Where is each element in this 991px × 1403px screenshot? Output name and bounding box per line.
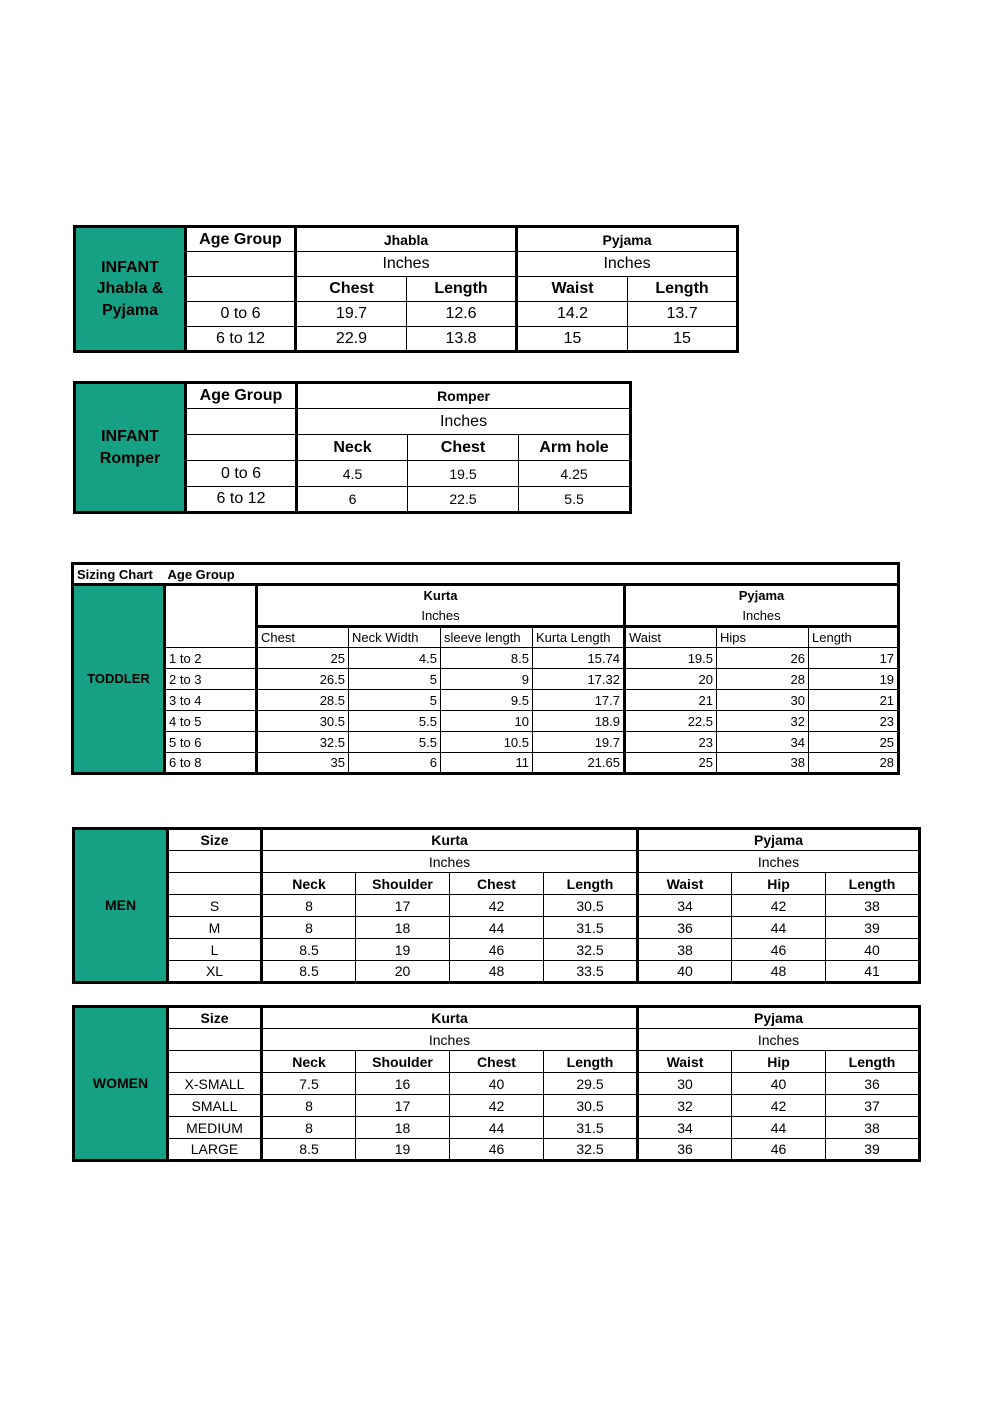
value-cell: 6	[349, 753, 441, 774]
column-header: Kurta Length	[533, 627, 625, 648]
value-cell: 6	[297, 487, 408, 513]
value-cell: 32.5	[257, 732, 349, 753]
value-cell: 32.5	[544, 1139, 638, 1161]
age-cell: 0 to 6	[186, 461, 297, 487]
age-cell: 1 to 2	[165, 648, 257, 669]
column-header: Chest	[408, 435, 519, 461]
value-cell: 30	[717, 690, 809, 711]
unit-label: Inches	[262, 1029, 638, 1051]
value-cell: 11	[441, 753, 533, 774]
column-header: Hip	[732, 873, 826, 895]
value-cell: 15	[517, 327, 628, 352]
value-cell: 36	[638, 1139, 732, 1161]
value-cell: 36	[826, 1073, 920, 1095]
unit-label: Inches	[257, 606, 625, 627]
table-row	[73, 669, 899, 690]
value-cell: 7.5	[262, 1073, 356, 1095]
value-cell: 46	[450, 1139, 544, 1161]
label-line: INFANT	[101, 427, 159, 445]
size-cell: LARGE	[168, 1139, 262, 1161]
value-cell: 10	[441, 711, 533, 732]
value-cell: 19.5	[625, 648, 717, 669]
column-header: Length	[826, 873, 920, 895]
column-header: Arm hole	[519, 435, 631, 461]
value-cell: 34	[717, 732, 809, 753]
group-header-kurta: Kurta	[257, 585, 625, 606]
value-cell: 30.5	[544, 1095, 638, 1117]
value-cell: 23	[625, 732, 717, 753]
group-header-romper: Romper	[297, 383, 631, 409]
value-cell: 13.7	[628, 302, 738, 327]
age-group-header: Age Group	[186, 383, 297, 409]
empty-cell	[168, 1051, 262, 1073]
value-cell: 19.7	[296, 302, 407, 327]
label-line: Jhabla &	[96, 280, 164, 298]
group-header-kurta: Kurta	[262, 829, 638, 851]
column-header: Length	[544, 873, 638, 895]
group-header-kurta: Kurta	[262, 1007, 638, 1029]
value-cell: 8	[262, 895, 356, 917]
value-cell: 39	[826, 1139, 920, 1161]
value-cell: 19	[356, 939, 450, 961]
toddler-table	[71, 562, 900, 775]
infant-romper-table	[73, 381, 632, 514]
value-cell: 5.5	[519, 487, 631, 513]
value-cell: 21	[625, 690, 717, 711]
value-cell: 42	[732, 1095, 826, 1117]
value-cell: 17	[809, 648, 899, 669]
value-cell: 5	[349, 669, 441, 690]
table-row	[74, 961, 920, 983]
column-header: Shoulder	[356, 1051, 450, 1073]
column-header: Chest	[257, 627, 349, 648]
size-cell: XL	[168, 961, 262, 983]
value-cell: 14.2	[517, 302, 628, 327]
value-cell: 25	[257, 648, 349, 669]
value-cell: 10.5	[441, 732, 533, 753]
table-row	[74, 895, 920, 917]
value-cell: 40	[732, 1073, 826, 1095]
value-cell: 26	[717, 648, 809, 669]
value-cell: 32.5	[544, 939, 638, 961]
women-label: WOMEN	[74, 1007, 168, 1161]
value-cell: 8.5	[262, 1139, 356, 1161]
empty-cell	[168, 1029, 262, 1051]
value-cell: 21	[809, 690, 899, 711]
age-cell: 0 to 6	[186, 302, 296, 327]
value-cell: 29.5	[544, 1073, 638, 1095]
empty-cell	[165, 585, 257, 648]
value-cell: 41	[826, 961, 920, 983]
value-cell: 33.5	[544, 961, 638, 983]
value-cell: 42	[450, 1095, 544, 1117]
empty-cell	[168, 873, 262, 895]
value-cell: 40	[450, 1073, 544, 1095]
value-cell: 8	[262, 1095, 356, 1117]
value-cell: 19.5	[408, 461, 519, 487]
group-header-jhabla: Jhabla	[296, 227, 517, 252]
value-cell: 23	[809, 711, 899, 732]
table-row	[74, 939, 920, 961]
value-cell: 26.5	[257, 669, 349, 690]
infant-jhabla-pyjama-table	[73, 225, 739, 353]
value-cell: 36	[638, 917, 732, 939]
value-cell: 8.5	[262, 939, 356, 961]
size-header: Size	[168, 829, 262, 851]
label-line: Romper	[99, 449, 161, 467]
age-group-header: Age Group	[186, 227, 296, 252]
value-cell: 48	[732, 961, 826, 983]
value-cell: 8.5	[262, 961, 356, 983]
age-cell: 3 to 4	[165, 690, 257, 711]
value-cell: 17	[356, 895, 450, 917]
value-cell: 34	[638, 1117, 732, 1139]
sizing-chart-title: Sizing Chart	[73, 564, 165, 585]
value-cell: 38	[638, 939, 732, 961]
table-row	[73, 648, 899, 669]
column-header: Shoulder	[356, 873, 450, 895]
value-cell: 5.5	[349, 732, 441, 753]
value-cell: 37	[826, 1095, 920, 1117]
value-cell: 5.5	[349, 711, 441, 732]
label-line: Pyjama	[101, 301, 159, 319]
value-cell: 19.7	[533, 732, 625, 753]
table-row	[74, 1095, 920, 1117]
value-cell: 38	[717, 753, 809, 774]
value-cell: 17.7	[533, 690, 625, 711]
value-cell: 9.5	[441, 690, 533, 711]
column-header: Waist	[517, 277, 628, 302]
column-header: Neck Width	[349, 627, 441, 648]
empty-cell	[186, 277, 296, 302]
empty-cell	[186, 435, 297, 461]
value-cell: 18.9	[533, 711, 625, 732]
column-header: Chest	[450, 1051, 544, 1073]
size-cell: L	[168, 939, 262, 961]
value-cell: 17.32	[533, 669, 625, 690]
column-header: Chest	[296, 277, 407, 302]
column-header: Waist	[638, 873, 732, 895]
value-cell: 46	[450, 939, 544, 961]
size-cell: X-SMALL	[168, 1073, 262, 1095]
size-cell: MEDIUM	[168, 1117, 262, 1139]
age-cell: 6 to 12	[186, 327, 296, 352]
value-cell: 4.5	[349, 648, 441, 669]
column-header: Neck	[262, 1051, 356, 1073]
unit-label: Inches	[625, 606, 899, 627]
value-cell: 30.5	[544, 895, 638, 917]
value-cell: 30	[638, 1073, 732, 1095]
value-cell: 44	[732, 1117, 826, 1139]
unit-label: Inches	[517, 252, 738, 277]
value-cell: 32	[638, 1095, 732, 1117]
value-cell: 4.5	[297, 461, 408, 487]
column-header: Neck	[262, 873, 356, 895]
unit-label: Inches	[262, 851, 638, 873]
age-cell: 5 to 6	[165, 732, 257, 753]
value-cell: 44	[450, 917, 544, 939]
value-cell: 25	[625, 753, 717, 774]
value-cell: 20	[356, 961, 450, 983]
value-cell: 19	[356, 1139, 450, 1161]
column-header: Length	[809, 627, 899, 648]
label-line: INFANT	[101, 258, 159, 276]
value-cell: 21.65	[533, 753, 625, 774]
value-cell: 40	[826, 939, 920, 961]
group-header-pyjama: Pyjama	[625, 585, 899, 606]
unit-label: Inches	[297, 409, 631, 435]
value-cell: 15.74	[533, 648, 625, 669]
column-header: Length	[826, 1051, 920, 1073]
group-header-pyjama: Pyjama	[638, 1007, 920, 1029]
unit-label: Inches	[638, 851, 920, 873]
value-cell: 8.5	[441, 648, 533, 669]
column-header: Waist	[625, 627, 717, 648]
age-cell: 6 to 8	[165, 753, 257, 774]
column-header: Hips	[717, 627, 809, 648]
value-cell: 5	[349, 690, 441, 711]
value-cell: 19	[809, 669, 899, 690]
age-cell: 4 to 5	[165, 711, 257, 732]
value-cell: 25	[809, 732, 899, 753]
value-cell: 28.5	[257, 690, 349, 711]
table-row	[74, 1073, 920, 1095]
column-header: Chest	[450, 873, 544, 895]
value-cell: 28	[809, 753, 899, 774]
table-row	[74, 917, 920, 939]
column-header: Length	[407, 277, 517, 302]
value-cell: 39	[826, 917, 920, 939]
women-table	[72, 1005, 921, 1162]
column-header: Length	[628, 277, 738, 302]
value-cell: 44	[450, 1117, 544, 1139]
table-row	[73, 732, 899, 753]
unit-label: Inches	[296, 252, 517, 277]
value-cell: 4.25	[519, 461, 631, 487]
value-cell: 42	[732, 895, 826, 917]
column-header: Hip	[732, 1051, 826, 1073]
value-cell: 31.5	[544, 917, 638, 939]
table-row	[73, 690, 899, 711]
value-cell: 32	[717, 711, 809, 732]
value-cell: 38	[826, 1117, 920, 1139]
value-cell: 28	[717, 669, 809, 690]
infant-jhabla-label	[75, 227, 186, 352]
value-cell: 13.8	[407, 327, 517, 352]
empty-cell	[186, 252, 296, 277]
men-label: MEN	[74, 829, 168, 983]
table-row	[73, 711, 899, 732]
value-cell: 42	[450, 895, 544, 917]
value-cell: 20	[625, 669, 717, 690]
unit-label: Inches	[638, 1029, 920, 1051]
empty-cell	[186, 409, 297, 435]
table-row	[74, 1117, 920, 1139]
size-header: Size	[168, 1007, 262, 1029]
column-header: Length	[544, 1051, 638, 1073]
value-cell: 30.5	[257, 711, 349, 732]
value-cell: 22.5	[408, 487, 519, 513]
value-cell: 31.5	[544, 1117, 638, 1139]
value-cell: 22.5	[625, 711, 717, 732]
value-cell: 35	[257, 753, 349, 774]
men-table	[72, 827, 921, 984]
empty-cell	[168, 851, 262, 873]
column-header: Waist	[638, 1051, 732, 1073]
value-cell: 44	[732, 917, 826, 939]
value-cell: 34	[638, 895, 732, 917]
toddler-label: TODDLER	[73, 585, 165, 774]
value-cell: 18	[356, 1117, 450, 1139]
value-cell: 40	[638, 961, 732, 983]
value-cell: 16	[356, 1073, 450, 1095]
group-header-pyjama: Pyjama	[517, 227, 738, 252]
age-group-header: Age Group	[165, 564, 899, 585]
value-cell: 15	[628, 327, 738, 352]
value-cell: 8	[262, 1117, 356, 1139]
column-header: Neck	[297, 435, 408, 461]
value-cell: 46	[732, 1139, 826, 1161]
value-cell: 9	[441, 669, 533, 690]
size-cell: M	[168, 917, 262, 939]
value-cell: 46	[732, 939, 826, 961]
value-cell: 18	[356, 917, 450, 939]
value-cell: 22.9	[296, 327, 407, 352]
value-cell: 12.6	[407, 302, 517, 327]
table-row	[74, 1139, 920, 1161]
value-cell: 17	[356, 1095, 450, 1117]
infant-romper-label	[75, 383, 186, 513]
group-header-pyjama: Pyjama	[638, 829, 920, 851]
age-cell: 2 to 3	[165, 669, 257, 690]
table-row	[73, 753, 899, 774]
value-cell: 48	[450, 961, 544, 983]
value-cell: 8	[262, 917, 356, 939]
size-cell: S	[168, 895, 262, 917]
age-cell: 6 to 12	[186, 487, 297, 513]
value-cell: 38	[826, 895, 920, 917]
size-cell: SMALL	[168, 1095, 262, 1117]
column-header: sleeve length	[441, 627, 533, 648]
